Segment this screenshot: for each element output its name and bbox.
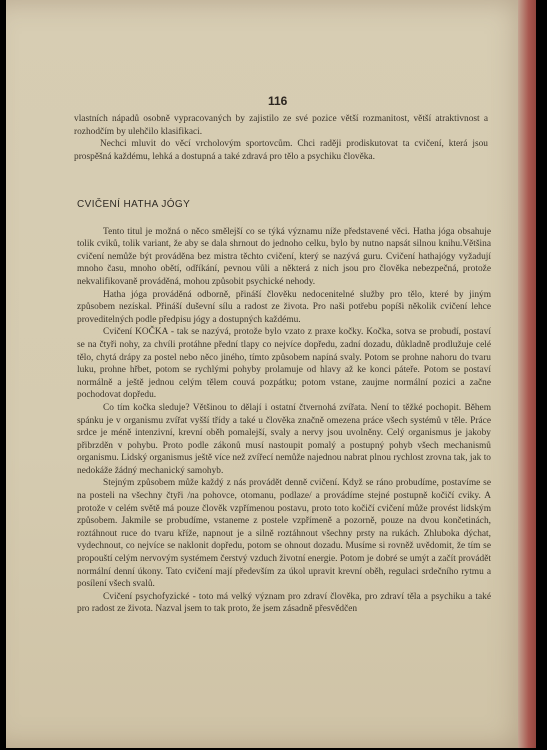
- section-paragraph-1: Tento titul je možná o něco smělejší co se týká významu níže představené věci. Hatha jóga obsahuje tolik cviků, tolik variant, že aby se dala shrnout do jednoho celku, bylo by nutno napsát silnou knihu.Většina cvičení nemůže být prováděna bez mistra těchto cvičení, který se nazývá guru. Cvičení hathajógy vyžadují mnoho času, mnoho obětí, odříkání, pevnou vůli a některá z nich jsou pro člověka nebezpečná, protože nekvalifikovaně prováděná, mohou způsobit psychické nehody.: [77, 226, 491, 287]
- section-paragraph-5: Stejným způsobem může každý z nás provádět denně cvičení. Když se ráno probudíme, postavíme se na posteli na všechny čtyři /na pohovce, otomanu, podlaze/ a provádíme stejné postupně kočičí cviky. A protože v celém světě má pouze člověk vzpřímenou postavu, proto toto kočičí cvičení může provést lidským způsobem. Jakmile se probudíme, vstaneme z postele vzpřímeně a pozorně, pouze na dvou končetinách, roztáhnout ruce do tvaru kříže, napnout je a silně roztáhnout všechny prsty na rukách. Zhluboka dýchat, vydechnout, co nejvíce se naklonit dopředu, potom se ohnout dozadu. Musíme si rovněž uvědomit, že tím se propouští celým nervovým systémem čerstvý vzduch životní energie. Potom je dobré se umýt a začít provádět normální denní úkony. Tato cvičení mají především za úkol upravit krevní oběh, regulaci srdečního rytmu a posílení všech svalů.: [77, 478, 491, 590]
- section-title: CVIČENÍ HATHA JÓGY: [77, 199, 191, 210]
- hatha-yoga-section: [77, 199, 491, 616]
- section-paragraph-6: Cvičení psychofyzické - toto má velký význam pro zdraví člověka, pro zdraví těla a psychiku a také pro radost ze života. Nazval jsem to tak proto, že jsem zásadně přesvědčen: [77, 591, 491, 615]
- book-page: [6, 0, 536, 748]
- page-number: 116: [268, 94, 288, 108]
- intro-paragraph-1: vlastních nápadů osobně vypracovaných by zajistilo ze své pozice větší rozmanitost, větší atraktivnost a rozhodčím by ulehčilo klasifikaci.: [74, 114, 488, 137]
- section-paragraph-4: Co tím kočka sleduje? Většinou to dělají i ostatní čtvernohá zvířata. Není to těžké pochopit. Během spánku je v organismu zvířat vyšší třídy a také u člověka značně omezena práce všech systémů v těle. Práce srdce je méně intenzivní, krevní oběh pomalejší, svaly a nervy jsou uvolněny. Celý organismus je jakoby přibrzděn v pohybu. Proto podle zákonů musí nastoupit pomalý a postupný pohyb všech mechanismů organismu. Lidský organismus ještě více než zvířecí nemůže najednou nabrat plnou rychlost zrovna tak, jak to nedokáže žádný mechanický samohyb.: [77, 402, 491, 476]
- book-spine-edge: [518, 0, 536, 748]
- section-paragraph-2: Hatha jóga prováděná odborně, přináší člověku nedocenitelné služby pro tělo, které by jiným způsobem nezískal. Přináší duševní sílu a radost ze života. Pro naši potřebu popíši několik cvičení lehce proveditelných podle předpisu jógy a dostupných každému.: [77, 289, 491, 325]
- section-paragraph-3: Cvičení KOČKA - tak se nazývá, protože bylo vzato z praxe kočky. Kočka, sotva se probudí, postaví se na čtyři nohy, za chvíli protáhne přední tlapy co nejvíce dopředu, zadní dozadu, důkladně prodlužuje celé tělo, chytá drápy za postel nebo něco jiného, tímto způsobem napíná svaly. Potom se prohne nahoru do tvaru luku, prohne hřbet, potom se rychlými pohyby prolamuje od hlavy až ke konci páteře. Potom se postaví normálně a ještě jednou celým tělem couvá pozpátku; potom vstane, zaujme normální pozici a začne pochodovat dopředu.: [77, 327, 491, 401]
- intro-text: [74, 113, 488, 163]
- intro-paragraph-2: Nechci mluvit do věcí vrcholovým sportovcům. Chci raději prodiskutovat ta cvičení, která jsou prospěšná každému, lehká a dostupná a také zdravá pro tělo a psychiku člověka.: [74, 139, 488, 162]
